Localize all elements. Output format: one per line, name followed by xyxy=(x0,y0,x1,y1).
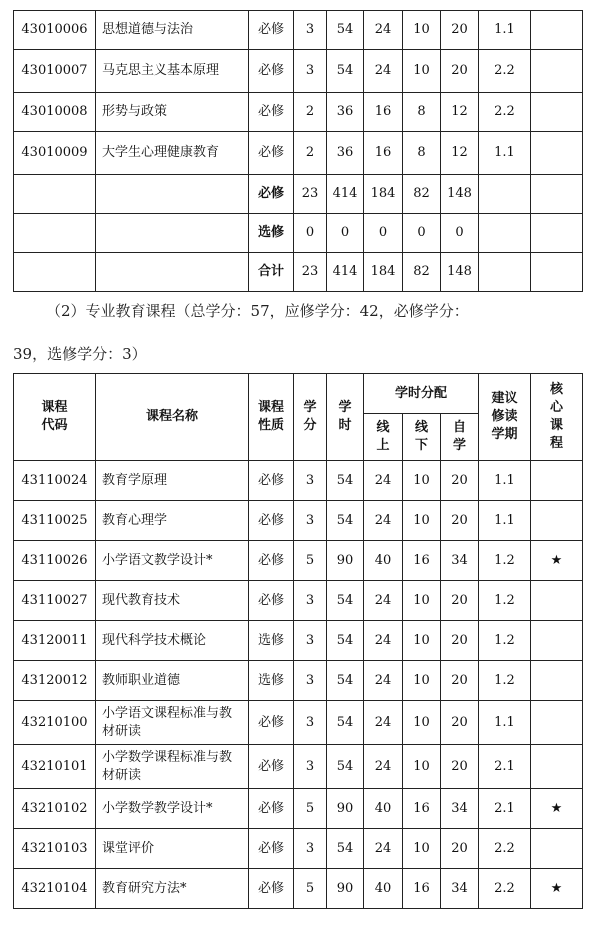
cell-hours: 54 xyxy=(327,501,364,541)
cell-term: 1.2 xyxy=(479,541,531,581)
cell-hours: 54 xyxy=(327,745,364,789)
cell-self: 20 xyxy=(441,661,479,701)
header-name: 课程名称 xyxy=(96,374,249,461)
cell-hours: 90 xyxy=(327,789,364,829)
cell-code: 43120011 xyxy=(14,621,96,661)
empty-cell xyxy=(96,175,249,214)
cell-term: 1.1 xyxy=(479,132,531,175)
section-heading-line1: （2）专业教育课程（总学分：57，应修学分：42，必修学分： xyxy=(46,302,469,320)
cell-core xyxy=(531,701,583,745)
cell-self: 20 xyxy=(441,501,479,541)
cell-offline: 10 xyxy=(403,621,441,661)
table-row xyxy=(14,869,583,909)
summary-hours: 414 xyxy=(327,253,364,292)
cell-self: 34 xyxy=(441,869,479,909)
cell-credit: 3 xyxy=(294,11,327,50)
table-row xyxy=(14,501,583,541)
cell-offline: 16 xyxy=(403,869,441,909)
cell-term: 1.2 xyxy=(479,581,531,621)
cell-hours: 54 xyxy=(327,11,364,50)
cell-code: 43110026 xyxy=(14,541,96,581)
cell-offline: 16 xyxy=(403,541,441,581)
cell-core xyxy=(531,829,583,869)
cell-type: 必修 xyxy=(249,461,294,501)
table-row xyxy=(14,701,583,745)
cell-hours: 54 xyxy=(327,829,364,869)
cell-name: 教育研究方法* xyxy=(96,869,249,909)
cell-name: 小学语文教学设计* xyxy=(96,541,249,581)
cell-hours: 54 xyxy=(327,50,364,93)
summary-hours: 414 xyxy=(327,175,364,214)
cell-core xyxy=(531,661,583,701)
cell-hours: 36 xyxy=(327,132,364,175)
cell-self: 20 xyxy=(441,745,479,789)
cell-credit: 2 xyxy=(294,93,327,132)
cell-offline: 10 xyxy=(403,50,441,93)
cell-code: 43110027 xyxy=(14,581,96,621)
cell-online: 24 xyxy=(364,701,403,745)
cell-self: 12 xyxy=(441,93,479,132)
empty-cell xyxy=(531,214,583,253)
cell-online: 40 xyxy=(364,541,403,581)
cell-offline: 16 xyxy=(403,789,441,829)
cell-offline: 10 xyxy=(403,661,441,701)
table-row xyxy=(14,621,583,661)
header-core: 核 心 课 程 xyxy=(531,374,583,461)
cell-type: 选修 xyxy=(249,621,294,661)
empty-cell xyxy=(531,175,583,214)
cell-hours: 54 xyxy=(327,621,364,661)
cell-type: 选修 xyxy=(249,661,294,701)
cell-type: 必修 xyxy=(249,50,294,93)
header-type: 课程 性质 xyxy=(249,374,294,461)
cell-type: 必修 xyxy=(249,501,294,541)
table-row xyxy=(14,132,583,175)
summary-offline: 0 xyxy=(403,214,441,253)
summary-credit: 23 xyxy=(294,175,327,214)
cell-credit: 3 xyxy=(294,661,327,701)
cell-offline: 10 xyxy=(403,701,441,745)
cell-code: 43110025 xyxy=(14,501,96,541)
cell-name: 马克思主义基本原理 xyxy=(96,50,249,93)
cell-core: ★ xyxy=(531,789,583,829)
cell-credit: 3 xyxy=(294,501,327,541)
cell-online: 40 xyxy=(364,869,403,909)
table-row xyxy=(14,93,583,132)
cell-hours: 54 xyxy=(327,581,364,621)
header-hours: 学 时 xyxy=(327,374,364,461)
cell-hours: 54 xyxy=(327,461,364,501)
cell-online: 16 xyxy=(364,132,403,175)
cell-self: 34 xyxy=(441,789,479,829)
cell-term: 1.1 xyxy=(479,701,531,745)
cell-core xyxy=(531,745,583,789)
cell-type: 必修 xyxy=(249,541,294,581)
cell-code: 43210102 xyxy=(14,789,96,829)
cell-name: 思想道德与法治 xyxy=(96,11,249,50)
table-row xyxy=(14,829,583,869)
cell-code: 43010008 xyxy=(14,93,96,132)
summary-online: 184 xyxy=(364,253,403,292)
section-heading-line2: 39，选修学分：3） xyxy=(13,345,147,363)
cell-hours: 90 xyxy=(327,541,364,581)
cell-self: 20 xyxy=(441,581,479,621)
summary-offline: 82 xyxy=(403,253,441,292)
general-courses-table xyxy=(13,10,583,292)
cell-name: 小学语文课程标准与教材研读 xyxy=(96,701,249,745)
cell-core xyxy=(531,132,583,175)
header-offline: 线 下 xyxy=(403,414,441,461)
empty-cell xyxy=(14,253,96,292)
cell-hours: 36 xyxy=(327,93,364,132)
table-row xyxy=(14,50,583,93)
cell-code: 43210104 xyxy=(14,869,96,909)
summary-label: 合计 xyxy=(249,253,294,292)
header-code: 课程 代码 xyxy=(14,374,96,461)
cell-term: 1.1 xyxy=(479,461,531,501)
cell-term: 1.2 xyxy=(479,661,531,701)
cell-online: 24 xyxy=(364,745,403,789)
summary-online: 184 xyxy=(364,175,403,214)
cell-code: 43010009 xyxy=(14,132,96,175)
cell-name: 教育学原理 xyxy=(96,461,249,501)
summary-self: 0 xyxy=(441,214,479,253)
cell-term: 1.1 xyxy=(479,501,531,541)
cell-self: 20 xyxy=(441,621,479,661)
cell-core xyxy=(531,50,583,93)
cell-name: 教育心理学 xyxy=(96,501,249,541)
summary-label: 必修 xyxy=(249,175,294,214)
cell-self: 20 xyxy=(441,701,479,745)
cell-code: 43120012 xyxy=(14,661,96,701)
summary-hours: 0 xyxy=(327,214,364,253)
cell-offline: 10 xyxy=(403,581,441,621)
table-row xyxy=(14,581,583,621)
cell-self: 20 xyxy=(441,461,479,501)
cell-credit: 3 xyxy=(294,621,327,661)
empty-cell xyxy=(479,175,531,214)
summary-label: 选修 xyxy=(249,214,294,253)
table-row xyxy=(14,461,583,501)
cell-offline: 10 xyxy=(403,11,441,50)
cell-code: 43210103 xyxy=(14,829,96,869)
empty-cell xyxy=(531,253,583,292)
header-self: 自 学 xyxy=(441,414,479,461)
cell-offline: 10 xyxy=(403,829,441,869)
cell-type: 必修 xyxy=(249,829,294,869)
summary-credit: 23 xyxy=(294,253,327,292)
summary-row xyxy=(14,175,583,214)
cell-type: 必修 xyxy=(249,745,294,789)
table-row xyxy=(14,11,583,50)
cell-online: 24 xyxy=(364,501,403,541)
cell-type: 必修 xyxy=(249,132,294,175)
cell-code: 43010006 xyxy=(14,11,96,50)
cell-credit: 3 xyxy=(294,50,327,93)
cell-code: 43210100 xyxy=(14,701,96,745)
cell-name: 现代科学技术概论 xyxy=(96,621,249,661)
cell-core: ★ xyxy=(531,869,583,909)
cell-self: 20 xyxy=(441,50,479,93)
cell-type: 必修 xyxy=(249,869,294,909)
cell-credit: 3 xyxy=(294,829,327,869)
cell-term: 2.2 xyxy=(479,50,531,93)
cell-core xyxy=(531,11,583,50)
empty-cell xyxy=(96,214,249,253)
cell-hours: 90 xyxy=(327,869,364,909)
table-row xyxy=(14,789,583,829)
summary-self: 148 xyxy=(441,253,479,292)
professional-courses-table xyxy=(13,373,583,909)
cell-online: 24 xyxy=(364,11,403,50)
cell-type: 必修 xyxy=(249,581,294,621)
table-row xyxy=(14,661,583,701)
cell-credit: 3 xyxy=(294,581,327,621)
cell-core xyxy=(531,621,583,661)
cell-code: 43110024 xyxy=(14,461,96,501)
cell-name: 大学生心理健康教育 xyxy=(96,132,249,175)
cell-credit: 5 xyxy=(294,869,327,909)
cell-online: 24 xyxy=(364,581,403,621)
empty-cell xyxy=(14,214,96,253)
cell-online: 24 xyxy=(364,661,403,701)
summary-self: 148 xyxy=(441,175,479,214)
cell-online: 24 xyxy=(364,461,403,501)
cell-online: 24 xyxy=(364,829,403,869)
cell-self: 20 xyxy=(441,829,479,869)
cell-name: 教师职业道德 xyxy=(96,661,249,701)
header-term: 建议 修读 学期 xyxy=(479,374,531,461)
empty-cell xyxy=(479,214,531,253)
cell-name: 课堂评价 xyxy=(96,829,249,869)
empty-cell xyxy=(96,253,249,292)
cell-credit: 3 xyxy=(294,745,327,789)
summary-credit: 0 xyxy=(294,214,327,253)
cell-hours: 54 xyxy=(327,701,364,745)
summary-row xyxy=(14,214,583,253)
table-row xyxy=(14,745,583,789)
header-online: 线 上 xyxy=(364,414,403,461)
cell-credit: 3 xyxy=(294,701,327,745)
cell-offline: 10 xyxy=(403,461,441,501)
cell-term: 2.2 xyxy=(479,93,531,132)
cell-name: 小学数学教学设计* xyxy=(96,789,249,829)
cell-online: 24 xyxy=(364,50,403,93)
cell-term: 2.2 xyxy=(479,869,531,909)
cell-code: 43210101 xyxy=(14,745,96,789)
cell-type: 必修 xyxy=(249,789,294,829)
cell-term: 2.2 xyxy=(479,829,531,869)
cell-online: 40 xyxy=(364,789,403,829)
cell-offline: 10 xyxy=(403,501,441,541)
cell-code: 43010007 xyxy=(14,50,96,93)
cell-core: ★ xyxy=(531,541,583,581)
cell-core xyxy=(531,501,583,541)
table-row xyxy=(14,541,583,581)
cell-term: 2.1 xyxy=(479,789,531,829)
cell-core xyxy=(531,93,583,132)
cell-core xyxy=(531,581,583,621)
cell-offline: 8 xyxy=(403,93,441,132)
cell-credit: 3 xyxy=(294,461,327,501)
cell-self: 20 xyxy=(441,11,479,50)
cell-term: 1.1 xyxy=(479,11,531,50)
empty-cell xyxy=(14,175,96,214)
summary-row xyxy=(14,253,583,292)
cell-offline: 8 xyxy=(403,132,441,175)
cell-term: 2.1 xyxy=(479,745,531,789)
header-credit: 学 分 xyxy=(294,374,327,461)
cell-name: 现代教育技术 xyxy=(96,581,249,621)
cell-self: 34 xyxy=(441,541,479,581)
cell-credit: 5 xyxy=(294,789,327,829)
cell-type: 必修 xyxy=(249,93,294,132)
cell-credit: 2 xyxy=(294,132,327,175)
cell-offline: 10 xyxy=(403,745,441,789)
summary-online: 0 xyxy=(364,214,403,253)
cell-type: 必修 xyxy=(249,11,294,50)
cell-term: 1.2 xyxy=(479,621,531,661)
cell-type: 必修 xyxy=(249,701,294,745)
cell-core xyxy=(531,461,583,501)
cell-online: 16 xyxy=(364,93,403,132)
cell-name: 形势与政策 xyxy=(96,93,249,132)
header-hours-distribution: 学时分配 xyxy=(364,374,479,414)
cell-name: 小学数学课程标准与教材研读 xyxy=(96,745,249,789)
empty-cell xyxy=(479,253,531,292)
summary-offline: 82 xyxy=(403,175,441,214)
cell-self: 12 xyxy=(441,132,479,175)
cell-hours: 54 xyxy=(327,661,364,701)
cell-online: 24 xyxy=(364,621,403,661)
cell-credit: 5 xyxy=(294,541,327,581)
